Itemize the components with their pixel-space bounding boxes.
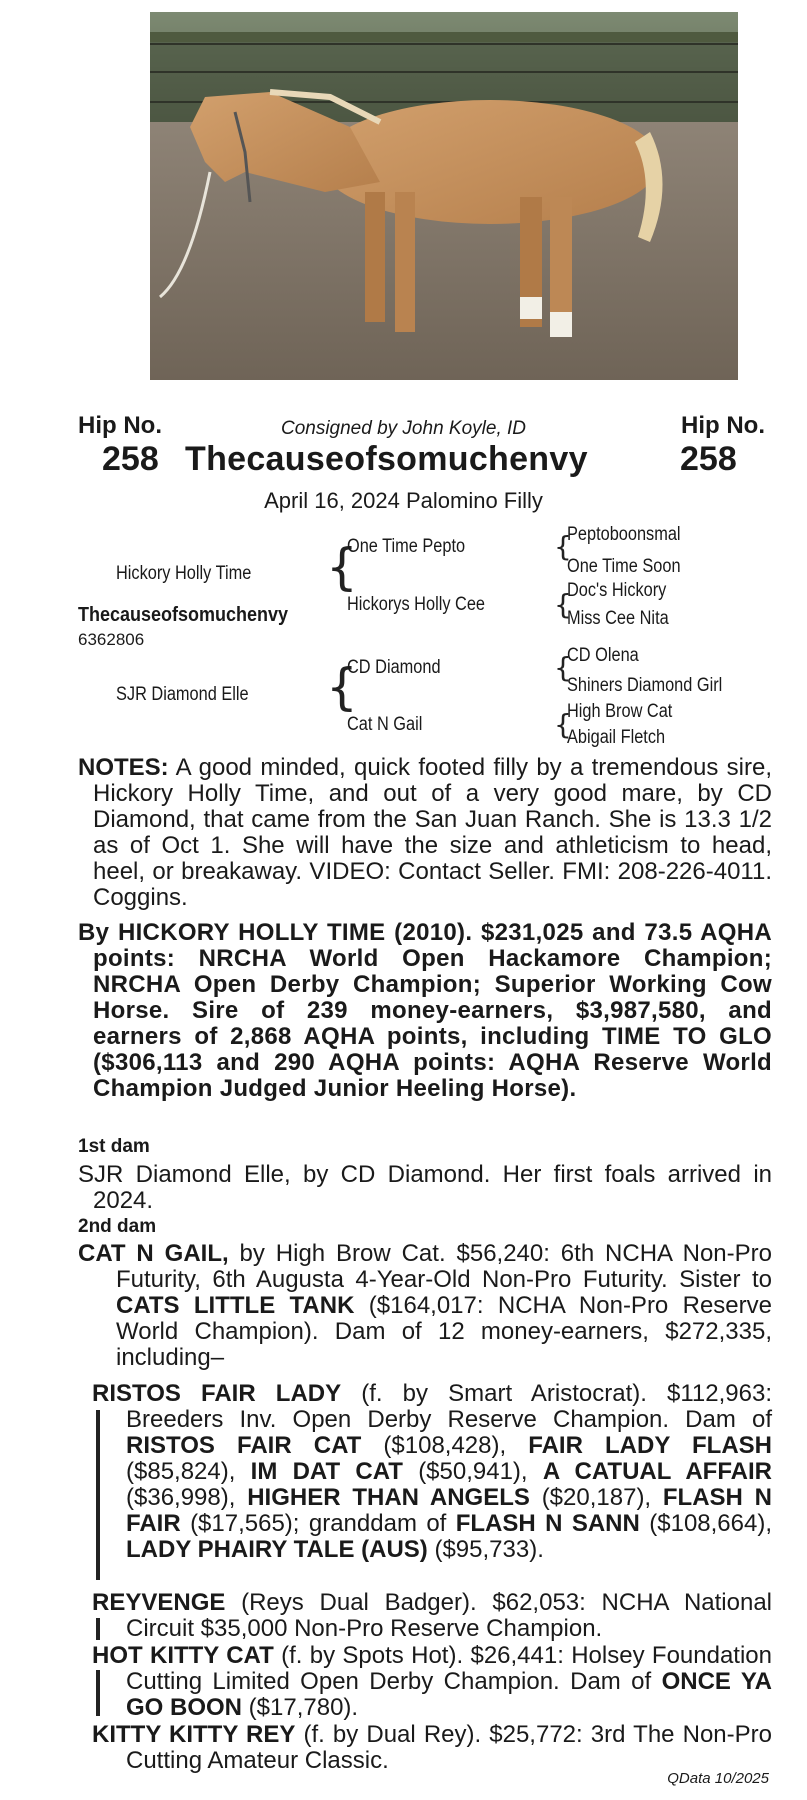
first-dam-text: SJR Diamond Elle, by CD Diamond. Her first foals arrived in 2024.: [78, 1161, 772, 1214]
pedigree-g7: High Brow Cat: [567, 701, 673, 722]
produce-2: REYVENGE (Reys Dual Badger). $62,053: NCHA National Circuit $35,000 Non-Pro Reserve Champion.: [92, 1589, 772, 1642]
produce-1-name: RISTOS FAIR LADY: [92, 1380, 342, 1407]
pedigree-g1: Peptoboonsmal: [567, 524, 681, 545]
brace-sire: {: [326, 538, 358, 596]
sister-name: CATS LITTLE TANK: [116, 1292, 355, 1319]
qdata-footer: QData 10/2025: [667, 1770, 769, 1787]
produce-3-name: HOT KITTY CAT: [92, 1642, 274, 1669]
pedigree-dam-sire: CD Diamond: [347, 657, 441, 678]
pedigree-horse: Thecauseofsomuchenvy: [78, 604, 289, 626]
pedigree-g6: Shiners Diamond Girl: [567, 675, 723, 696]
horse-photo: [150, 12, 738, 380]
brace-g1: {: [554, 530, 572, 563]
second-dam-name: CAT N GAIL,: [78, 1240, 229, 1267]
produce-4: KITTY KITTY REY (f. by Dual Rey). $25,772: 3rd The Non-Pro Cutting Amateur Classic.: [92, 1721, 772, 1774]
produce-4-name: KITTY KITTY REY: [92, 1721, 296, 1748]
pedigree-dam-dam: Cat N Gail: [347, 714, 423, 735]
pedigree-g2: One Time Soon: [567, 556, 681, 577]
brace-g2: {: [554, 588, 572, 621]
hip-number-left: 258: [102, 440, 159, 478]
sire-paragraph: By HICKORY HOLLY TIME (2010). $231,025 and 73.5 AQHA points: NRCHA World Open Hackamore Champion; NRCHA Open Derby Champion; Superior Working Cow Horse. Sire of 239 money-earners, $3,987,580, and earners of 2,868 AQHA points, including TIME TO GLO ($306,113 and 290 AQHA points: AQHA Reserve World Champion Judged Junior Heeling Horse).: [78, 919, 772, 1102]
horse-name: Thecauseofsomuchenvy: [185, 440, 588, 478]
pedigree-dam: SJR Diamond Elle: [116, 684, 249, 705]
notes: [78, 755, 772, 911]
notes-label: NOTES:: [78, 754, 169, 781]
produce-1: RISTOS FAIR LADY (f. by Smart Aristocrat). $112,963: Breeders Inv. Open Derby Reserve Champion. Dam of RISTOS FAIR CAT ($108,428), FAIR LADY FLASH ($85,824), IM DAT CAT ($50,941), A CATUAL AFFAIR ($36,998), HIGHER THAN ANGELS ($20,187), FLASH N FAIR ($17,565); granddam of FLASH N SANN ($108,664), LADY PHAIRY TALE (AUS) ($95,733).: [92, 1380, 773, 1563]
second-dam-label: 2nd dam: [78, 1216, 157, 1237]
produce-3: HOT KITTY CAT (f. by Spots Hot). $26,441: Holsey Foundation Cutting Limited Open Derby Champion. Dam of ONCE YA GO BOON ($17,780).: [92, 1642, 773, 1721]
pedigree-sire-dam: Hickorys Holly Cee: [347, 594, 486, 615]
brace-dam: {: [326, 658, 358, 716]
consigned-by: Consigned by John Koyle, ID: [280, 418, 527, 439]
registration-number: 6362806: [78, 630, 145, 649]
first-dam: [78, 1162, 772, 1214]
pedigree-g8: Abigail Fletch: [567, 727, 666, 748]
produce-2-name: REYVENGE: [92, 1589, 226, 1616]
hip-number-right: 258: [680, 440, 737, 478]
pedigree-g5: CD Olena: [567, 645, 639, 666]
birth-line: April 16, 2024 Palomino Filly: [264, 488, 543, 513]
hip-label-right: Hip No.: [681, 412, 765, 439]
pedigree-g3: Doc's Hickory: [567, 580, 667, 601]
pedigree-sire-sire: One Time Pepto: [347, 536, 466, 557]
hip-label-left: Hip No.: [78, 412, 162, 439]
pedigree-g4: Miss Cee Nita: [567, 608, 669, 629]
first-dam-label: 1st dam: [78, 1136, 150, 1157]
brace-g4: {: [554, 708, 572, 741]
brace-g3: {: [554, 651, 572, 684]
second-dam: CAT N GAIL, by High Brow Cat. $56,240: 6th NCHA Non-Pro Futurity, 6th Augusta 4-Year-Old Non-Pro Futurity. Sister to CATS LITTLE TANK ($164,017: NCHA Non-Pro Reserve World Champion). Dam of 12 money-earners, $272,335, including–: [78, 1240, 772, 1371]
notes-text: A good minded, quick footed filly by a tremendous sire, Hickory Holly Time, and out of a very good mare, by CD Diamond, that came from the San Juan Ranch. She is 13.3 1/2 as of Oct 1. She will have the size and athleticism to head, heel, or breakaway. VIDEO: Contact Seller. FMI: 208-226-4011. Coggins.: [93, 754, 772, 911]
pedigree-sire: Hickory Holly Time: [116, 563, 252, 584]
